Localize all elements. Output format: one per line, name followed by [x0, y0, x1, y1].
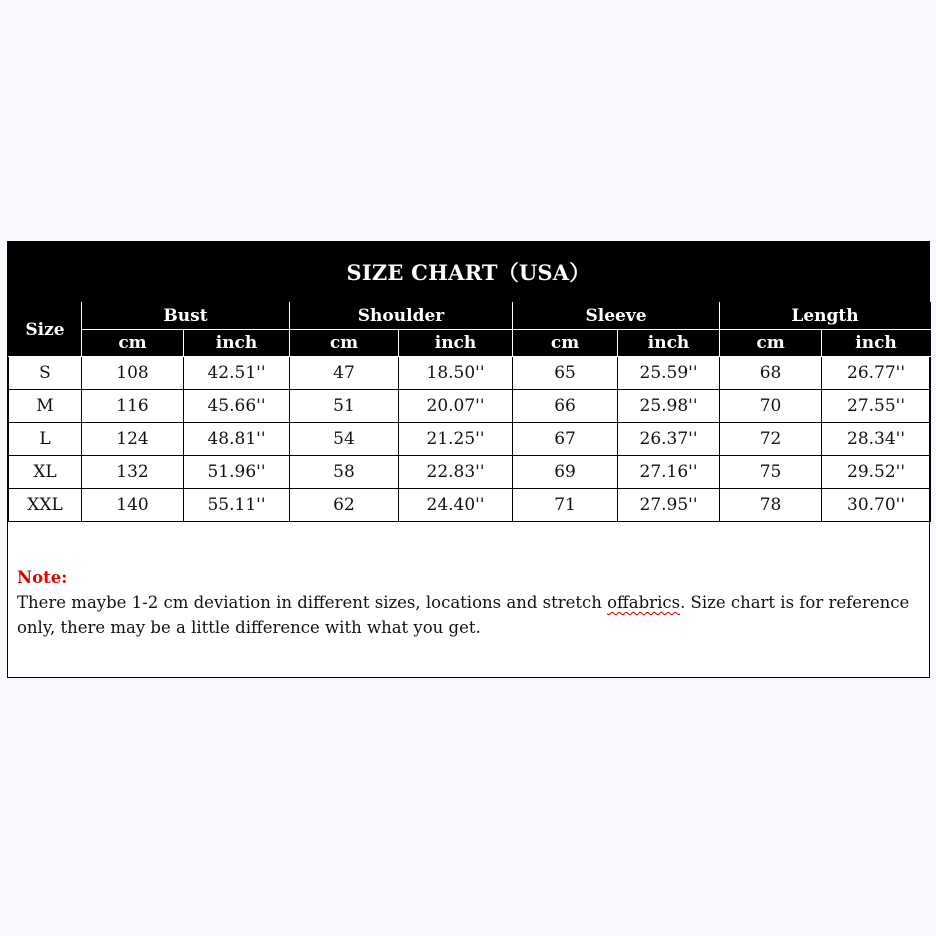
length-cm-cell: 78 [720, 489, 822, 522]
note-text-after: . Size chart is for reference only, there may be a little difference with what you get. [17, 593, 910, 637]
shoulder-inch-cell: 24.40'' [399, 489, 513, 522]
size-chart [7, 241, 930, 678]
size-column-header: Size [9, 303, 82, 357]
shoulder-inch-header: inch [399, 330, 513, 357]
size-cell: XL [9, 456, 82, 489]
size-cell: XXL [9, 489, 82, 522]
length-cm-cell: 68 [720, 357, 822, 390]
note-label: Note: [17, 568, 68, 587]
table-row [9, 357, 931, 390]
length-cm-cell: 72 [720, 423, 822, 456]
size-cell: M [9, 390, 82, 423]
shoulder-cm-header: cm [290, 330, 399, 357]
sleeve-cm-header: cm [513, 330, 618, 357]
shoulder-cm-cell: 47 [290, 357, 399, 390]
table-row [9, 423, 931, 456]
bust-cm-cell: 132 [82, 456, 184, 489]
length-inch-cell: 29.52'' [822, 456, 931, 489]
sleeve-inch-cell: 27.16'' [618, 456, 720, 489]
size-table [8, 302, 931, 522]
length-inch-header: inch [822, 330, 931, 357]
bust-inch-cell: 42.51'' [184, 357, 290, 390]
sleeve-inch-header: inch [618, 330, 720, 357]
bust-cm-cell: 116 [82, 390, 184, 423]
spellcheck-flagged-word: offabrics [607, 593, 681, 612]
sleeve-cm-cell: 67 [513, 423, 618, 456]
length-header: Length [720, 303, 931, 330]
shoulder-inch-cell: 22.83'' [399, 456, 513, 489]
bust-cm-cell: 108 [82, 357, 184, 390]
length-inch-cell: 30.70'' [822, 489, 931, 522]
shoulder-cm-cell: 54 [290, 423, 399, 456]
sleeve-cm-cell: 66 [513, 390, 618, 423]
shoulder-inch-cell: 18.50'' [399, 357, 513, 390]
length-inch-cell: 28.34'' [822, 423, 931, 456]
bust-inch-cell: 55.11'' [184, 489, 290, 522]
size-cell: S [9, 357, 82, 390]
sleeve-cm-cell: 71 [513, 489, 618, 522]
shoulder-inch-cell: 21.25'' [399, 423, 513, 456]
shoulder-cm-cell: 62 [290, 489, 399, 522]
length-inch-cell: 27.55'' [822, 390, 931, 423]
table-row [9, 390, 931, 423]
sleeve-inch-cell: 27.95'' [618, 489, 720, 522]
length-cm-cell: 70 [720, 390, 822, 423]
chart-title: SIZE CHART（USA） [8, 242, 929, 302]
bust-inch-cell: 45.66'' [184, 390, 290, 423]
sleeve-inch-cell: 25.98'' [618, 390, 720, 423]
size-cell: L [9, 423, 82, 456]
shoulder-inch-cell: 20.07'' [399, 390, 513, 423]
length-inch-cell: 26.77'' [822, 357, 931, 390]
bust-cm-cell: 124 [82, 423, 184, 456]
bust-inch-header: inch [184, 330, 290, 357]
bust-cm-cell: 140 [82, 489, 184, 522]
note-block [17, 565, 922, 640]
bust-header: Bust [82, 303, 290, 330]
shoulder-cm-cell: 58 [290, 456, 399, 489]
sleeve-cm-cell: 65 [513, 357, 618, 390]
length-cm-cell: 75 [720, 456, 822, 489]
sleeve-cm-cell: 69 [513, 456, 618, 489]
shoulder-header: Shoulder [290, 303, 513, 330]
length-cm-header: cm [720, 330, 822, 357]
bust-inch-cell: 51.96'' [184, 456, 290, 489]
note-text-before: There maybe 1-2 cm deviation in different sizes, locations and stretch [17, 593, 608, 612]
sleeve-inch-cell: 26.37'' [618, 423, 720, 456]
table-row [9, 489, 931, 522]
shoulder-cm-cell: 51 [290, 390, 399, 423]
bust-inch-cell: 48.81'' [184, 423, 290, 456]
sleeve-inch-cell: 25.59'' [618, 357, 720, 390]
table-row [9, 456, 931, 489]
sleeve-header: Sleeve [513, 303, 720, 330]
bust-cm-header: cm [82, 330, 184, 357]
